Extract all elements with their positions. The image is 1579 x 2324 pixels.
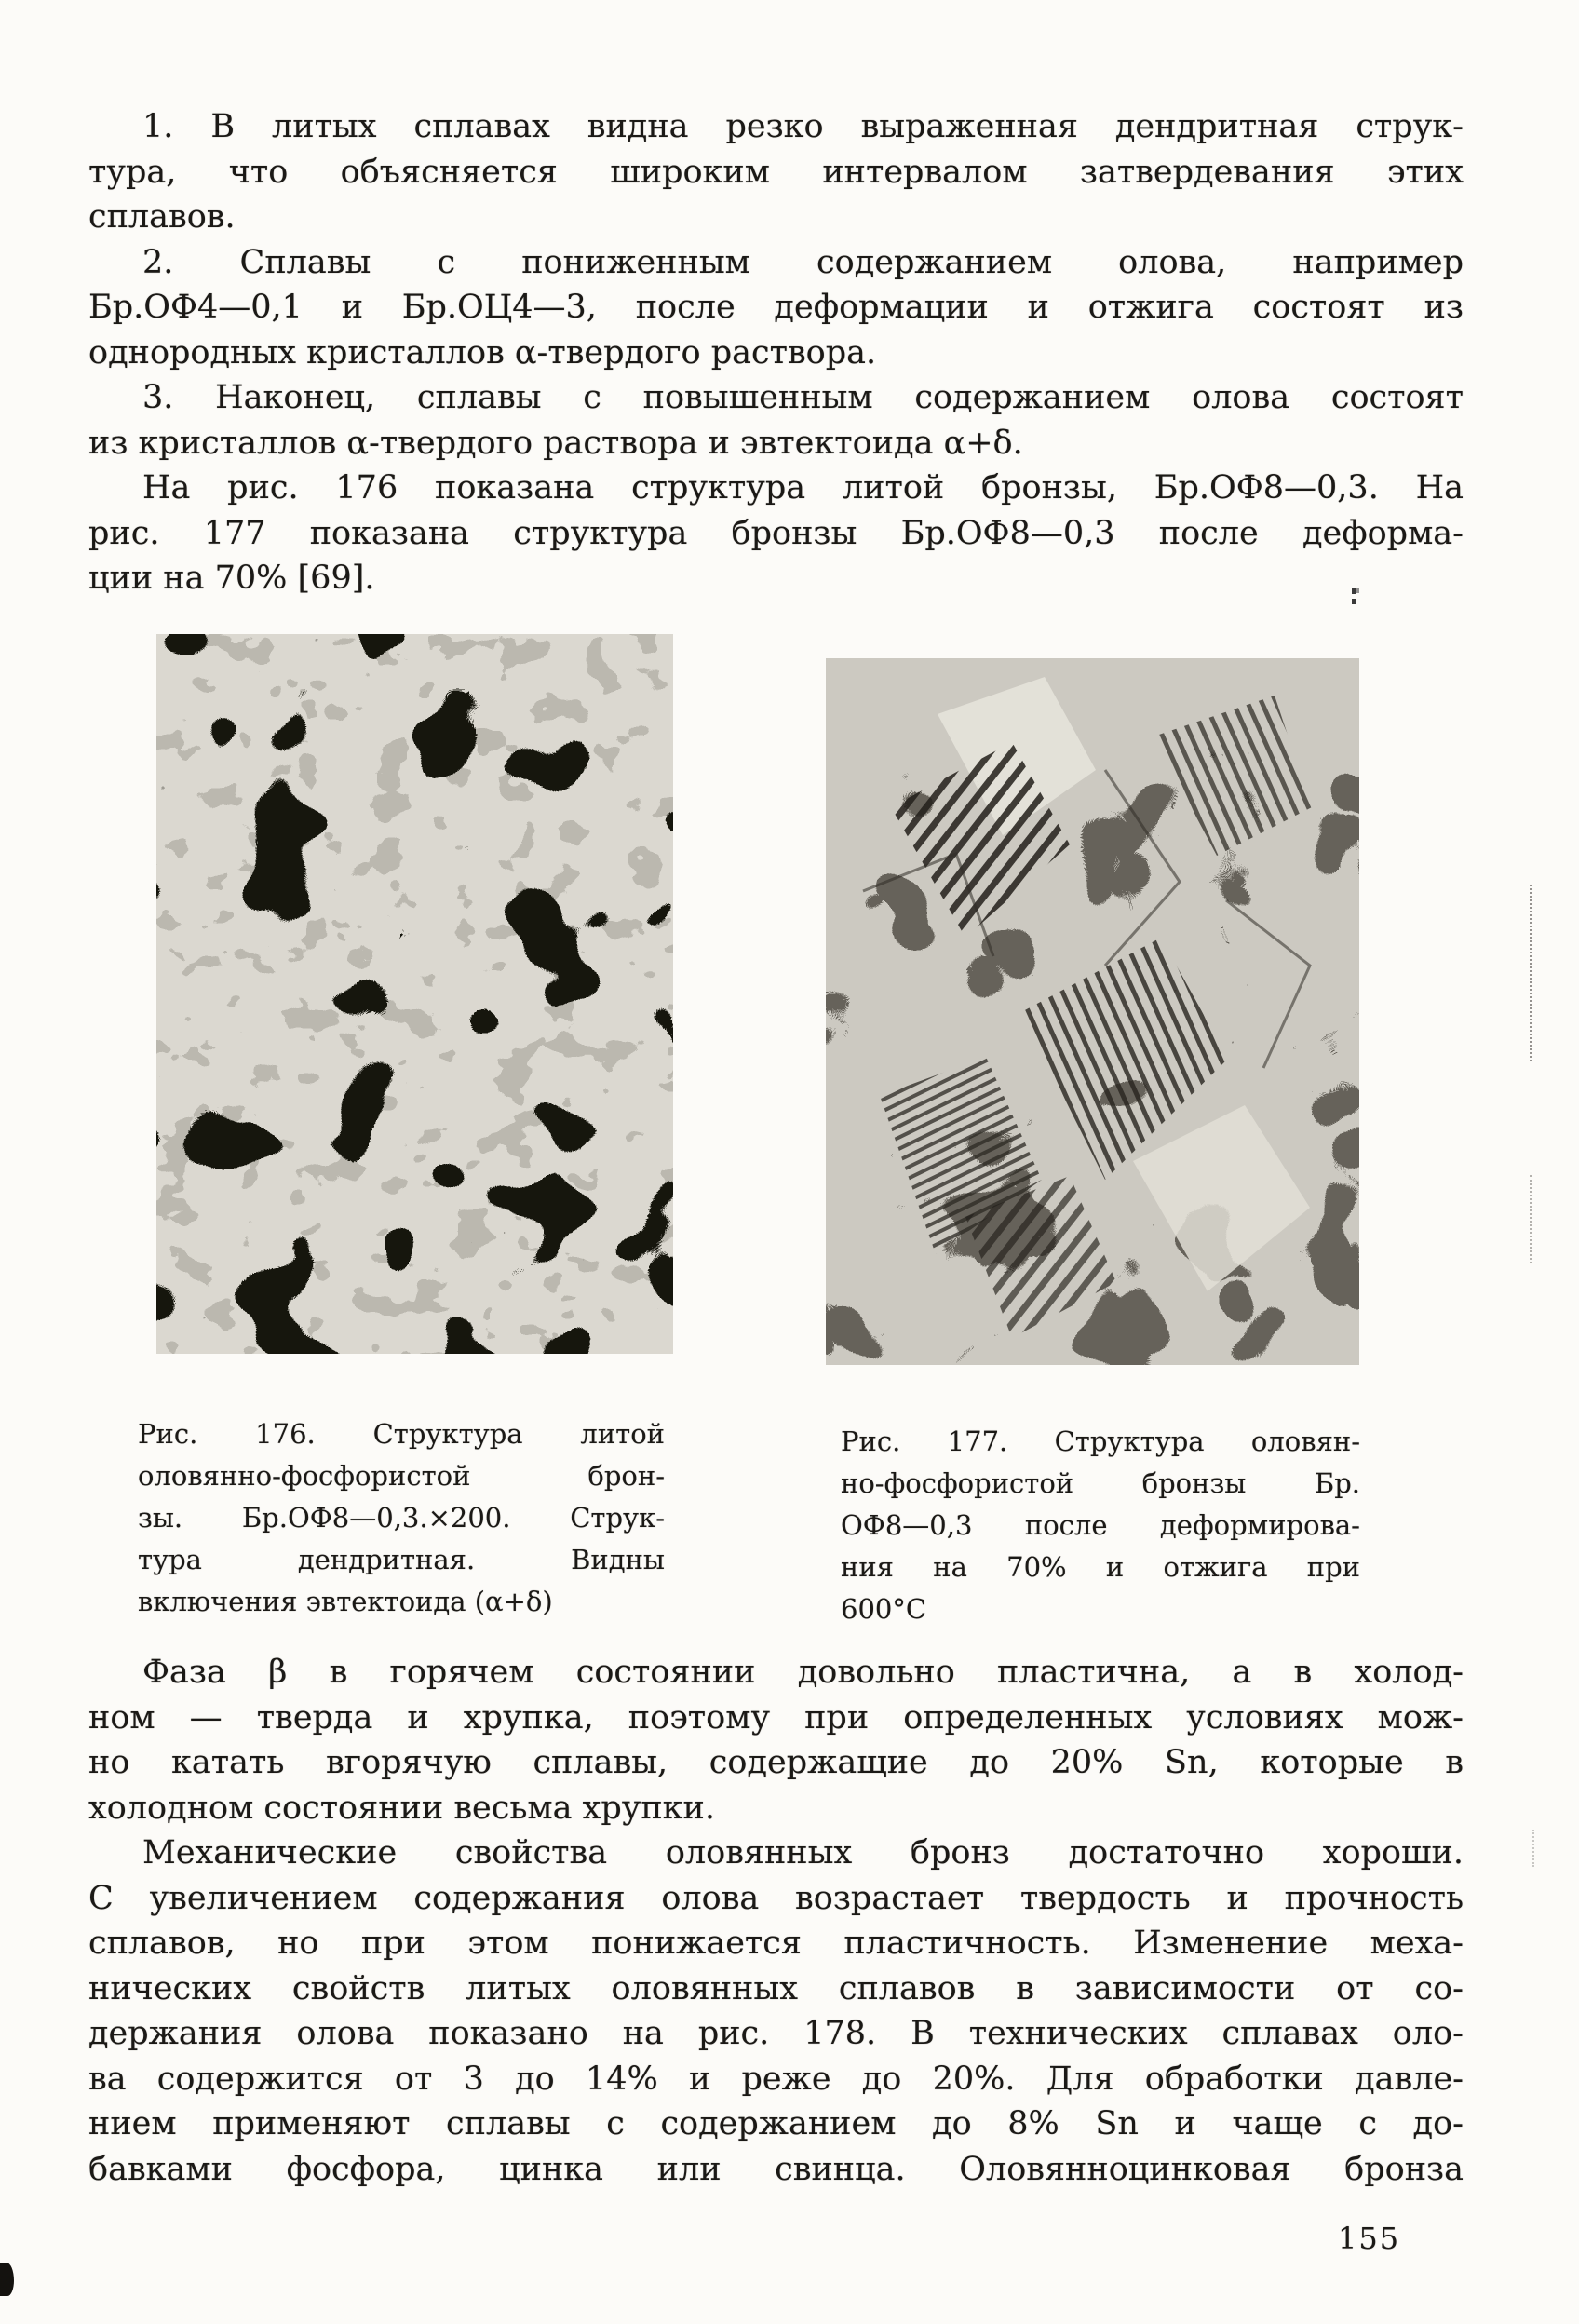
text-line: тура, что объясняется широким интервалом затвердевания этих [88,153,1464,191]
text-line: из кристаллов α-твердого раствора и эвтектоида α+δ. [88,424,1023,462]
text-line: Фаза β в горячем состоянии довольно пластична, а в холод- [142,1654,1464,1691]
text-line: холодном состоянии весьма хрупки. [88,1789,715,1827]
text-line: ном — тверда и хрупка, поэтому при определенных условиях мож- [88,1698,1464,1736]
text-line: ва содержится от 3 до 14% и реже до 20%. Для обработки давле- [88,2060,1464,2098]
page-number: 155 [1338,2221,1401,2256]
scan-artifact-mark [1352,588,1356,594]
text-line: нием применяют сплавы с содержанием до 8% Sn и чаще с до- [88,2105,1464,2142]
text-line: нических свойств литых оловянных сплавов в зависимости от со- [88,1969,1464,2007]
scan-artifact-corner-speck [0,2263,14,2296]
caption-line: зы. Бр.ОФ8—0,3.×200. Струк- [138,1502,665,1534]
text-line: 2. Сплавы с пониженным содержанием олова, например [142,243,1464,281]
caption-line: Рис. 177. Структура оловян- [841,1425,1360,1457]
fig177-micrograph-image [826,658,1359,1365]
text-line: 3. Наконец, сплавы с повышенным содержанием олова состоят [142,379,1464,416]
text-line: сплавов, но при этом понижается пластичность. Изменение меха- [88,1925,1464,1962]
intro-paragraphs [88,104,1464,601]
text-line: Бр.ОФ4—0,1 и Бр.ОЦ4—3, после деформации и отжига состоят из [88,289,1464,326]
caption-line: ния на 70% и отжига при [841,1551,1360,1583]
body-paragraphs [88,1650,1464,2192]
text-line: но катать вгорячую сплавы, содержащие до 20% Sn, которые в [88,1744,1464,1781]
caption-line: ОФ8—0,3 после деформирова- [841,1509,1360,1541]
caption-line: тура дендритная. Видны [138,1544,665,1575]
text-line: 1. В литых сплавах видна резко выраженная дендритная струк- [142,108,1464,145]
caption-line: Рис. 176. Структура литой [138,1418,665,1450]
text-line: На рис. 176 показана структура литой бронзы, Бр.ОФ8—0,3. На [142,469,1464,507]
fig176-micrograph-image [156,634,673,1354]
fig176-caption [138,1413,665,1623]
scan-artifact-dotted-line [1530,885,1532,1061]
text-line: бавками фосфора, цинка или свинца. Оловянноцинковая бронза [88,2150,1464,2188]
caption-line: но-фосфористой бронзы Бр. [841,1467,1360,1499]
scan-artifact-dotted-line [1530,1175,1532,1263]
text-line: держания олова показано на рис. 178. В технических сплавах оло- [88,2015,1464,2052]
fig177-caption [841,1421,1360,1630]
text-line: рис. 177 показана структура бронзы Бр.ОФ8—0,3 после деформа- [88,514,1464,552]
caption-line: 600°С [841,1593,927,1625]
caption-line: оловянно-фосфористой брон- [138,1460,665,1492]
text-line: однородных кристаллов α-твердого раствора. [88,333,877,372]
scan-artifact-dotted-line [1532,1830,1534,1867]
text-line: сплавов. [88,198,236,236]
text-line: Механические свойства оловянных бронз достаточно хороши. [142,1834,1464,1871]
caption-line: включения эвтектоида (α+δ) [138,1586,553,1617]
text-line: ции на 70% [69]. [88,560,375,597]
text-line: С увеличением содержания олова возрастает твердость и прочность [88,1879,1464,1917]
